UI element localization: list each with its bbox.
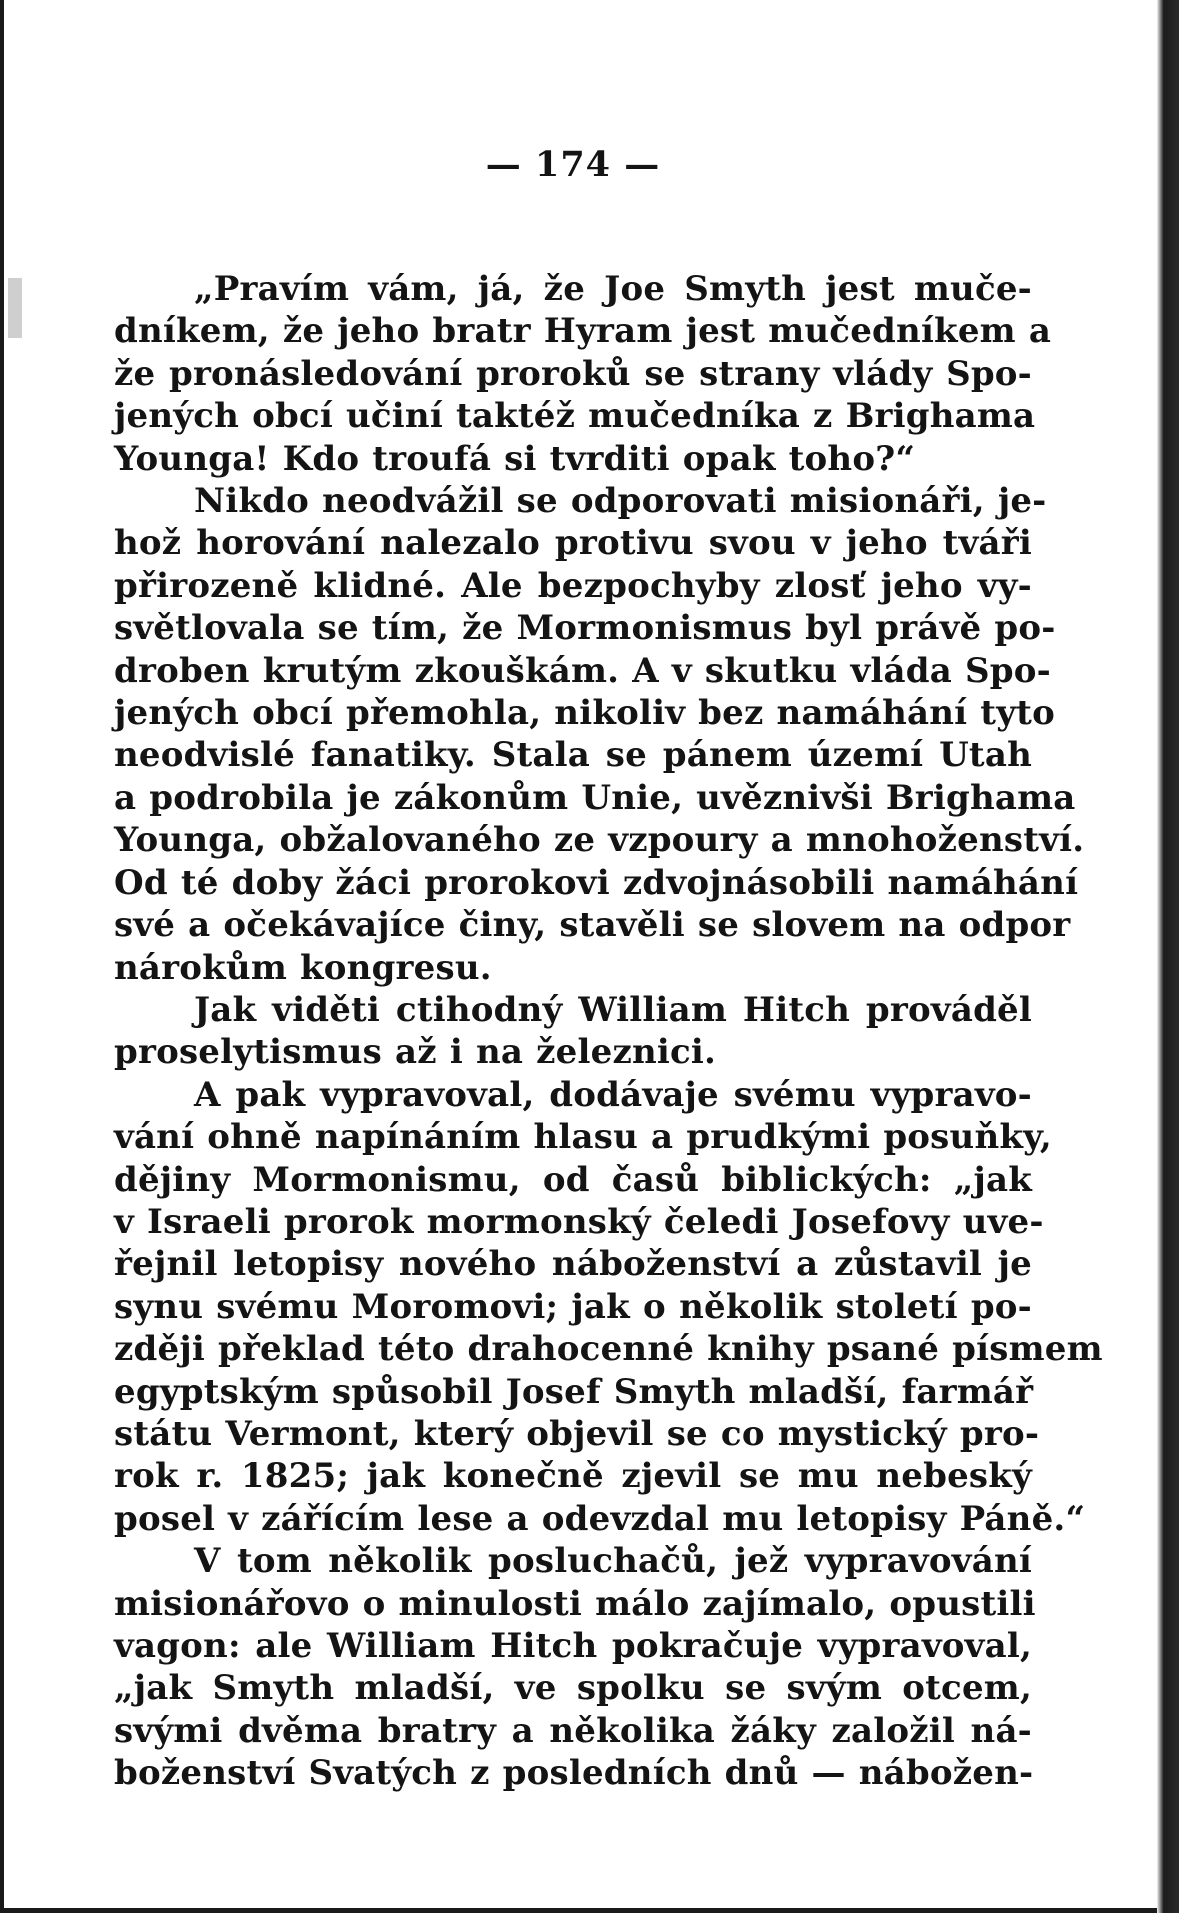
text-line: A pak vypravoval, dodávaje svému vypravo- [194,1074,1032,1115]
text-line: že pronásledování proroků se strany vlády Spo- [114,353,1032,394]
text-line: Younga! Kdo troufá si tvrditi opak toho?“ [114,438,916,479]
text-line: vání ohně napínáním hlasu a prudkými posuňky, [114,1117,1052,1158]
text-line: Od té doby žáci prorokovi zdvojnásobili namáhání [114,862,1079,903]
text-line: řejnil letopisy nového náboženství a zůstavil je [114,1244,1032,1285]
text-line: jených obcí přemohla, nikoliv bez namáhání tyto [114,693,1055,734]
text-line: vagon: ale William Hitch pokračuje vypravoval, [114,1626,1032,1666]
text-line: boženství Svatých z posledních dnů — nábožen- [114,1753,1034,1794]
paragraph-2 [114,989,1032,1074]
scan-edge-mark [8,278,22,338]
text-line: V tom několik posluchačů, jež vypravování [194,1541,1032,1582]
text-line: droben krutým zkouškám. A v skutku vláda Spo- [114,650,1051,691]
text-line: státu Vermont, který objevil se co mystický pro- [114,1413,1040,1454]
text-line: dníkem, že jeho bratr Hyram jest mučedníkem a [114,311,1052,352]
text-line: nárokům kongresu. [114,947,492,988]
text-line: svými dvěma bratry a několika žáky založil ná- [114,1710,1032,1751]
text-line: proselytismus až i na železnici. [114,1032,717,1073]
text-line: Jak viděti ctihodný William Hitch prováděl [194,989,1032,1030]
text-line: posel v zářícím lese a odevzdal mu letopisy Páně.“ [114,1498,1086,1539]
text-line: rok r. 1825; jak konečně zjevil se mu nebeský [114,1456,1032,1497]
text-line: „Pravím vám, já, že Joe Smyth jest muče- [194,269,1032,309]
text-line: synu svému Moromovi; jak o několik století po- [114,1286,1032,1327]
text-line: neodvislé fanatiky. Stala se pánem území Utah [114,735,1032,776]
text-line: hož horování nalezalo protivu svou v jeho tváři [114,523,1032,564]
text-line: egyptským spůsobil Josef Smyth mladší, farmář [114,1371,1034,1412]
text-line: přirozeně klidné. Ale bezpochyby zlosť jeho vy- [114,565,1032,606]
page-number: — 174 — [485,144,661,185]
paragraph-4 [114,1540,1036,1794]
text-line: a podrobila je zákonům Unie, uvěznivši Brighama [114,777,1076,818]
paragraph-3 [114,1074,1103,1540]
text-line: „jak Smyth mladší, ve spolku se svým otcem, [114,1668,1032,1709]
text-line: Nikdo neodvážil se odporovati misionáři, je- [194,481,1047,522]
text-line: světlovala se tím, že Mormonismus byl právě po- [114,608,1056,649]
text-line: dějiny Mormonismu, od časů biblických: „jak [114,1159,1032,1200]
text-line: své a očekávajíce činy, stavěli se slovem na odpor [114,905,1071,946]
text-line: misionářovo o minulosti málo zajímalo, opustili [114,1583,1036,1624]
text-line: v Israeli prorok mormonský čeledi Josefovy uve- [114,1201,1044,1242]
page-body [114,140,1103,1795]
paragraph-1 [114,268,1085,989]
text-line: Younga, obžalovaného ze vzpoury a mnohoženství. [114,820,1085,861]
text-line: zději překlad této drahocenné knihy psané písmem [114,1329,1103,1370]
text-line: jených obcí učiní taktéž mučedníka z Brighama [114,396,1036,437]
book-spine-edge [1157,0,1179,1913]
